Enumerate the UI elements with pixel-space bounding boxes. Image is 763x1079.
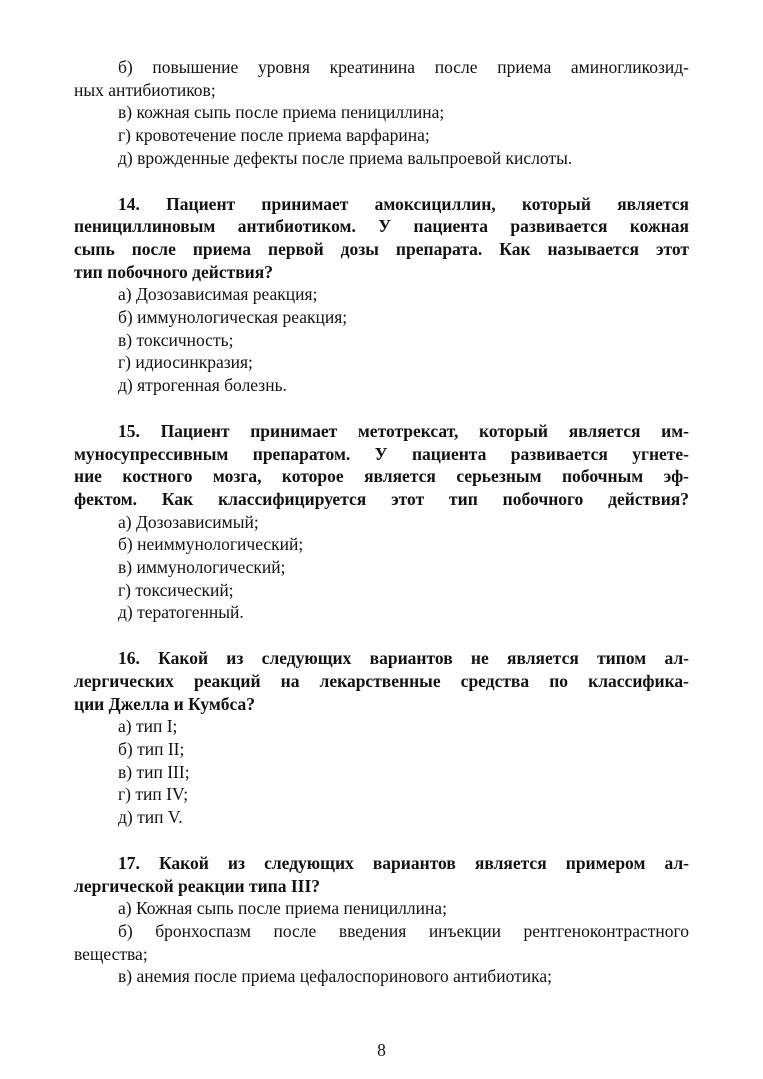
option-b: б) повышение уровня креатинина после приема аминогликозид- (118, 57, 689, 77)
answer-option: б) бронхоспазм после введения инъекции рентгеноконтрастного (118, 920, 689, 941)
answer-option: в) тип III; (118, 761, 190, 782)
answer-option: в) токсичность; (118, 329, 234, 350)
answer-option: г) идиосинкразия; (118, 352, 253, 373)
answer-option: а) Кожная сыпь после приема пенициллина; (118, 898, 447, 919)
question-text: 14. Пациент принимает амоксициллин, который является (118, 193, 689, 214)
question-15 (74, 420, 689, 624)
question-14 (74, 193, 689, 397)
answer-option: г) тип IV; (118, 784, 189, 805)
answer-option: б) иммунологическая реакция; (118, 307, 348, 328)
answer-option: д) тип V. (118, 807, 183, 828)
question-text: 15. Пациент принимает метотрексат, который является им- (118, 420, 689, 441)
question-text: пенициллиновым антибиотиком. У пациента развивается кожная (74, 216, 689, 237)
question-text: лергических реакций на лекарственные средства по классифика- (74, 670, 689, 691)
option-b-cont: ных антибиотиков; (74, 79, 216, 100)
answer-option: в) анемия после приема цефалоспоринового антибиотика; (118, 966, 552, 987)
answer-option: в) иммунологический; (118, 557, 286, 578)
question-17 (74, 852, 689, 988)
answer-option: б) неиммунологический; (118, 534, 304, 555)
option-e: д) врожденные дефекты после приема вальпроевой кислоты. (118, 147, 573, 168)
question-text: фектом. Как классифицируется этот тип побочного действия? (74, 488, 689, 509)
answer-option: б) тип II; (118, 738, 185, 759)
answer-option: а) Дозозависимый; (118, 511, 259, 532)
answer-option: д) ятрогенная болезнь. (118, 375, 287, 396)
question-text: ние костного мозга, которое является серьезным побочным эф- (74, 466, 689, 487)
question-text: сыпь после приема первой дозы препарата. Как называется этот (74, 238, 689, 259)
answer-option: а) Дозозависимая реакция; (118, 284, 318, 305)
question-text: муносупрессивным препаратом. У пациента развивается угнете- (74, 443, 689, 464)
question-text: тип побочного действия? (74, 261, 273, 282)
question-text: 16. Какой из следующих вариантов не является типом ал- (118, 648, 689, 669)
answer-option-cont: вещества; (74, 943, 148, 964)
question-16 (74, 647, 689, 829)
page-content (74, 56, 689, 988)
option-d: г) кровотечение после приема варфарина; (118, 125, 430, 146)
page-number: 8 (377, 1040, 386, 1060)
question-text: ции Джелла и Кумбса? (74, 693, 256, 714)
answer-option: д) тератогенный. (118, 602, 244, 623)
question-text: лергической реакции типа III? (74, 875, 321, 896)
question-text: 17. Какой из следующих вариантов является примером ал- (118, 852, 689, 873)
answer-option: г) токсический; (118, 579, 234, 600)
answer-option: а) тип I; (118, 716, 178, 737)
option-c: в) кожная сыпь после приема пенициллина; (118, 102, 445, 123)
